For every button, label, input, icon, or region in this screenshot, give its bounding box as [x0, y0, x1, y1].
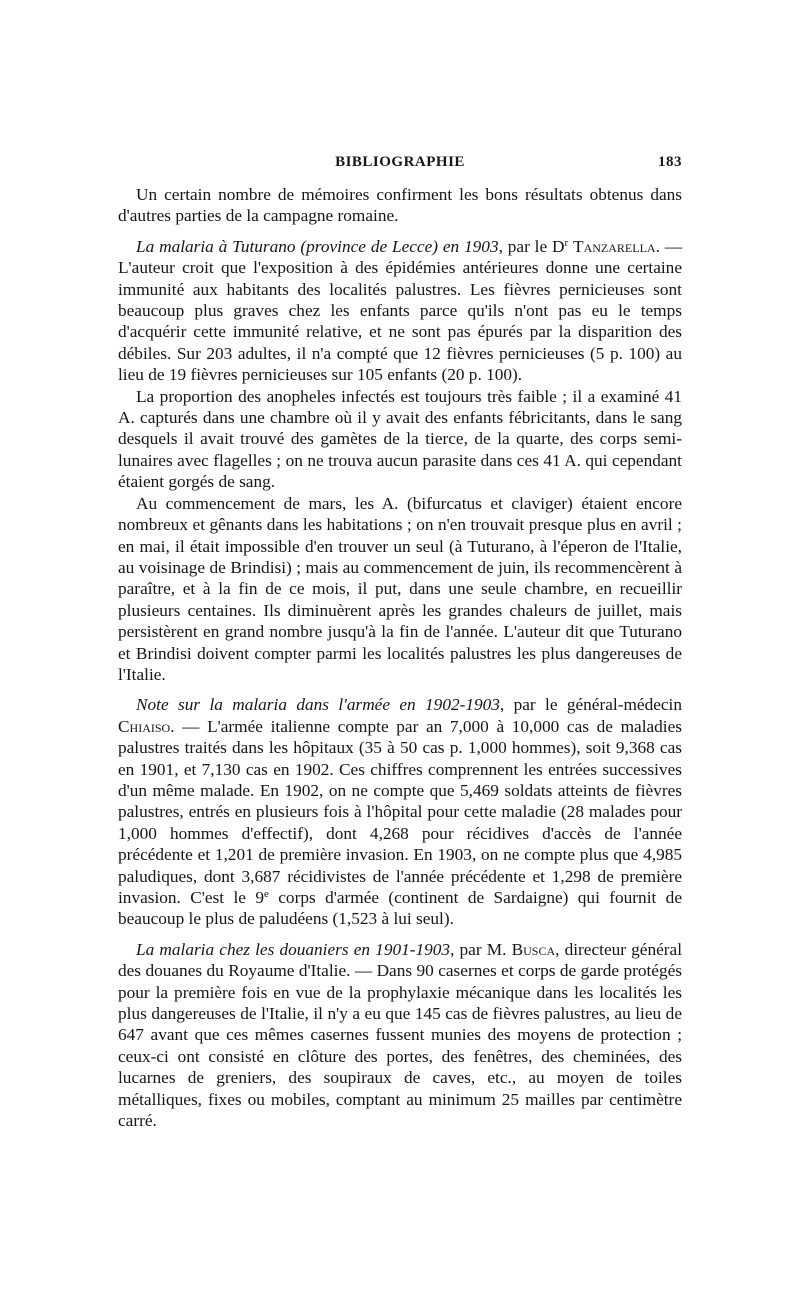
entry-author: Chiaiso [118, 716, 171, 736]
entry-text-end: corps d'armée (continent de Sardaigne) qui fournit de beaucoup le plus de paludéens (1,523 à lui seul). [118, 888, 682, 929]
entry-author: Tanzarella [573, 236, 656, 256]
entry-title: Note sur la malaria dans l'armée en 1902-1903 [136, 695, 500, 715]
entry-title: La malaria chez les douaniers en 1901-1903 [136, 939, 451, 959]
entry-douaniers-paragraph [118, 939, 682, 1132]
entry-douaniers [118, 939, 682, 1132]
entry-tuturano-paragraph-2: La proportion des anopheles infectés est toujours très faible ; il a examiné 41 A. capturés dans une chambre où il y avait des enfants fébricitants, dans le sang desquels il avait trouvé des gamètes de la tierce, de la quarte, des corps semi-lunaires avec flagelles ; on ne trouva aucun parasite dans ces 41 A. qui cependant étaient gorgés de sang. [118, 386, 682, 492]
entry-byline: , par le général-médecin [499, 695, 682, 715]
entry-armee [118, 694, 682, 929]
entry-tuturano-paragraph-3: Au commencement de mars, les A. (bifurcatus et claviger) étaient encore nombreux et gênants dans les habitations ; on n'en trouvait presque plus en avril ; en mai, il était impossible d'en trouver un seul (à Tuturano, à l'éperon de l'Italie, au voisinage de Brindisi) ; mais au commencement de juin, ils recommencèrent à paraître, et à la fin de ce mois, il put, dans une seule chambre, en recueillir plusieurs centaines. Ils diminuèrent après les grandes chaleurs de juillet, mais persistèrent en grand nombre jusqu'à la fin de l'année. L'auteur dit que Tuturano et Brindisi doivent compter parmi les localités palustres les plus dangereuses de l'Italie. [118, 493, 682, 684]
running-header [118, 152, 682, 174]
entry-title: La malaria à Tuturano (province de Lecce) en 1903 [136, 236, 499, 256]
entry-tuturano [118, 236, 682, 686]
entry-byline: , par le D [498, 236, 565, 256]
entry-byline: , par M. [450, 939, 512, 959]
book-page [118, 152, 682, 1131]
intro-paragraph: Un certain nombre de mémoires confirment les bons résultats obtenus dans d'autres parties de la campagne romaine. [118, 185, 682, 226]
title-superscript: r [564, 236, 569, 249]
ordinal-superscript: e [263, 888, 269, 900]
entry-tuturano-paragraph-1 [118, 236, 682, 386]
entry-armee-paragraph [118, 694, 682, 929]
running-title: BIBLIOGRAPHIE [335, 154, 465, 170]
entry-text: , directeur général des douanes du Royaume d'Italie. — Dans 90 casernes et corps de garde protégés pour la première fois en vue de la prophylaxie mécanique dans les localités les plus dangereuses de l'Italie, il n'y a eu que 145 cas de fièvres palustres, au lieu de 647 avant que ces mêmes casernes fussent munies des moyens de protection ; ceux-ci ont consisté en clôture des portes, des fenêtres, des cheminées, des lucarnes de greniers, des soupiraux de caves, etc., au moyen de toiles métalliques, fixes ou mobiles, comptant au minimum 25 mailles par centimètre carré. [118, 939, 683, 1131]
entry-text: . — L'armée italienne compte par an 7,000 à 10,000 cas de maladies palustres traités dans les hôpitaux (35 à 50 cas p. 1,000 hommes), soit 9,368 cas en 1901, et 7,130 cas en 1902. Ces chiffres comprennent les entrées successives d'un même malade. En 1902, on ne compte que 5,469 soldats atteints de fièvres palustres, entrés en plusieurs fois à l'hôpital pour cette maladie (28 malades pour 1,000 hommes d'effectif), dont 4,268 pour récidives d'accès de l'année précédente et 1,201 de première invasion. En 1903, on ne compte plus que 4,985 paludiques, dont 3,687 récidivistes de l'année précédente et 1,298 de première invasion. C'est le 9 [118, 716, 682, 907]
entry-author: Busca [511, 939, 556, 959]
entry-text: . — L'auteur croit que l'exposition à des épidémies antérieures donne une certaine immunité aux habitants des localités palustres. Les fièvres pernicieuses sont beaucoup plus graves chez les enfants parce qu'ils n'ont pas eu le temps d'acquérir cette immunité relative, et ne sont pas épurés par la disparition des débiles. Sur 203 adultes, il n'a compté que 12 fièvres pernicieuses (5 p. 100) au lieu de 19 fièvres pernicieuses sur 105 enfants (20 p. 100). [118, 236, 683, 385]
page-number: 183 [658, 154, 682, 170]
